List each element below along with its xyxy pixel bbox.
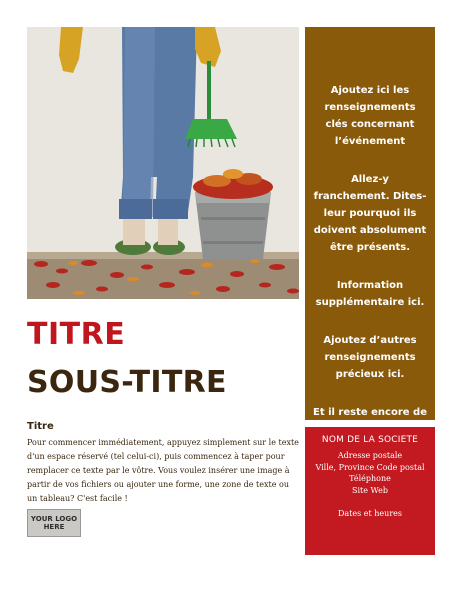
sidebar-paragraph: Ajoutez ici les renseignements clés concernant l’événement xyxy=(324,85,416,147)
hero-photo xyxy=(27,27,299,299)
company-city-line: Ville, Province Code postal xyxy=(315,462,425,472)
company-name: NOM DE LA SOCIETE xyxy=(321,435,419,445)
body-text: Pour commencer immédiatement, appuyez simplement sur le texte d'un espace réservé (tel celui-ci), puis commencez à taper pour remplacer ce texte par le vôtre. Vous voulez insérer une image à partir de vos fichiers ou ajouter une forme, une zone de texte ou un tableau? C'est facile ! xyxy=(27,438,299,503)
page-subtitle: SOUS-TITRE xyxy=(27,365,227,400)
page-title: TITRE xyxy=(27,317,126,352)
body-heading: Titre xyxy=(27,421,54,432)
sidebar-paragraph: Et il reste encore de xyxy=(313,407,427,418)
company-info-box xyxy=(305,427,435,555)
event-info-sidebar xyxy=(305,27,435,420)
company-phone: Téléphone xyxy=(349,474,391,483)
gardening-photo-illustration xyxy=(27,27,299,299)
company-website: Site Web xyxy=(352,485,388,495)
company-dates: Dates et heures xyxy=(338,509,402,518)
sidebar-paragraph: Allez-y franchement. Dites-leur pourquoi ils doivent absolument être présents. xyxy=(313,174,427,253)
sidebar-paragraph: Information supplémentaire ici. xyxy=(315,280,425,308)
logo-placeholder: YOUR LOGO HERE xyxy=(27,509,81,537)
sidebar-paragraph: Ajoutez d’autres renseignements précieux ici. xyxy=(323,335,417,380)
company-address: Adresse postale xyxy=(337,451,403,460)
